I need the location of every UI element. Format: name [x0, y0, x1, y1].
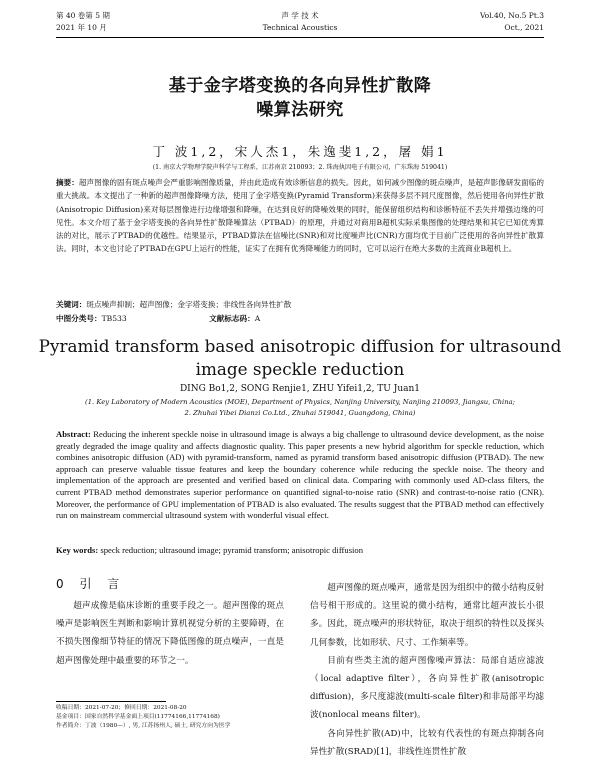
author-info: 作者简介：丁波（1980—）, 男, 江苏扬州人, 硕士, 研究方向为医学	[56, 723, 231, 729]
chinese-title: 基于金字塔变换的各向异性扩散降 噪算法研究	[168, 76, 432, 120]
paragraph: 超声图像的斑点噪声，通常是因为组织中的微小结构反射信号相干形成的。这里说的微小结构，通常比超声波长小很多。因此，斑点噪声的形状特征，取决于组织的特性以及探头几何参数，比如形状、尺寸、工作频率等。	[310, 583, 544, 648]
classification	[56, 312, 544, 325]
chinese-authors: 丁 波1,2，宋人杰1，朱逸斐1,2，屠 娟1	[152, 144, 448, 159]
received-date: 收稿日期：2021-07-20；修回日期：2021-08-20	[56, 705, 187, 711]
running-header	[56, 10, 544, 36]
chinese-keywords: 关键词：斑点噪声抑制；超声图像；金字塔变换；非线性各向异性扩散	[56, 300, 292, 309]
abstract-text: 超声图像的固有斑点噪声会严重影响图像质量，并由此造成有效诊断信息的损失。因此，如何减少图像的斑点噪声，是超声影像研发面临的重大挑战。本文提出了一种新的超声图像降噪方法，使用了金字塔变换(Pyramid Transform)来获得多层不同尺度图像，然后使用各向异性扩散(Anisotropic Diffusion)来对每层图像进行边缘增强和降噪，在达到良好的降噪效果的同时，能保留组织结构和诊断特征不丢失并增强边缘的可见性。本文介绍了基于金字塔变换的各向异性扩散降噪算法（PTBAD）的原理，并通过对商用B超机实际采集图像的处理结果和其它已知优秀算法的对比，展示了PTBAD的优越性。结果显示，PTBAD算法在信噪比(SNR)和对比度噪声比(CNR)方面均优于目前广泛使用的各向异性扩散算法。同时，本文也讨论了PTBAD在GPU上运行的性能，证实了在拥有优秀降噪能力的同时，它可以运行在绝大多数的主流商业B超机上。	[56, 178, 545, 254]
paragraph: 超声成像是临床诊断的重要手段之一。超声图像的斑点噪声是影响医生判断和影响计算机视觉分析的主要障碍，在不损失图像细节特征的情况下降低图像的斑点噪声，一直是超声图像处理中最重要的环节之一。	[56, 601, 284, 666]
english-keywords: Key words: speck reduction; ultrasound image; pyramid transform; anisotropic diffusion	[56, 545, 364, 555]
right-column	[310, 579, 544, 761]
fund-info: 基金项目：国家自然科学基金面上项目(11774166,11774168)	[56, 714, 220, 720]
journal-name: 声 学 技 术 Technical Acoustics	[262, 11, 338, 32]
chinese-affiliation: (1. 南京大学物理学院声科学与工程系，江苏南京 210093；2. 珠海执因电子有限公司，广东珠海 519041)	[152, 164, 448, 171]
clc-number: 中图分类号：TB533	[56, 314, 127, 323]
english-authors: DING Bo1,2, SONG Renjie1, ZHU Yifei1,2, TU Juan1	[179, 384, 421, 394]
english-title: Pyramid transform based anisotropic diffusion for ultrasound image speckle reduction	[38, 336, 562, 379]
footnotes	[56, 704, 286, 731]
paragraph: 各向异性扩散(AD)中，比较有代表性的有斑点抑制各向异性扩散(SRAD)[1]，非线性连贯性扩散	[310, 728, 544, 757]
footnote-rule	[56, 701, 166, 702]
english-abstract: Abstract: Reducing the inherent speckle noise in ultrasound image is always a big challenge to ultrasound device development, as the noise greatly degraded the image quality and affects diagnostic quality. This paper presents a new hybrid algorithm for speckle reduction, which combines anisotropic diffusion (AD) with pyramid-transform, named as pyramid transform based anisotropic diffusion (PTBAD). The new approach can preserve valuable tissue features and keep the boundary coherence while reducing the speckle noise. The theory and implementation of the approach are presented and verified based on clinical data. Comparing with commonly used AD-class filters, the current PTBAD method demonstrates superior performance on quantified signal-to-noise ratio (SNR) and contrast-to-noise ratio (CNR). Moreover, the performance of GPU implementation of PTBAD is also evaluated. The results suggest that the PTBAD method can effectively run on mainstream commercial ultrasound system with wonderful visual effect.	[56, 429, 544, 521]
journal-volume: Vol.40, No.5 Pt.3 Oct., 2021	[479, 11, 544, 32]
document-code: 文献标志码：A	[209, 314, 261, 323]
left-column	[56, 597, 284, 670]
paragraph: 目前有些类主流的超声图像噪声算法：局部自适应滤波（local adaptive filter），各向异性扩散(anisotropic diffusion)，多尺度滤波(multi-scale filter)和非局部平均滤波(nonlocal means filter)。	[310, 655, 544, 721]
english-affiliation: (1. Key Laboratory of Modern Acoustics (MOE), Department of Physics, Nanjing University, Nanjing 210093, Jiangsu, China; 2. Zhuhai Yibei Dianzi Co.Ltd., Zhuhai 519041, Guangdong, China)	[85, 398, 515, 417]
abstract-label: 摘要：	[56, 178, 79, 187]
section-heading: 0 引 言	[56, 577, 126, 591]
journal-issue: 第 40 卷第 5 期 2021 年 10 月	[56, 11, 110, 32]
header-rule	[56, 37, 544, 38]
chinese-abstract	[56, 176, 544, 256]
